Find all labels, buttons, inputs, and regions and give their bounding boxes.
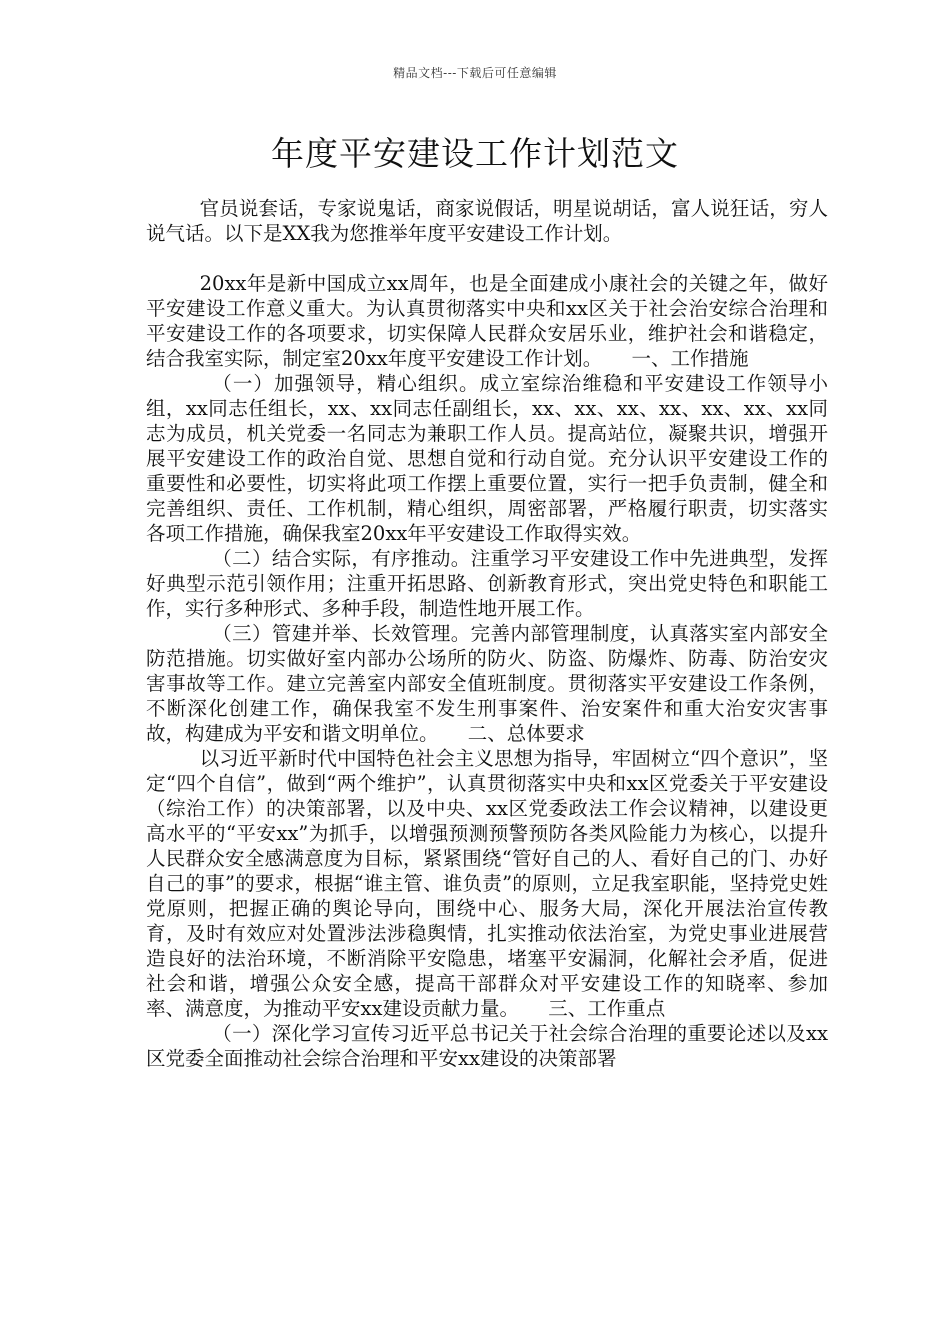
focus-1-paragraph: （一）深化学习宣传习近平总书记关于社会综合治理的重要论述以及xx区党委全面推动社会综合治理和平安xx建设的决策部署 [146,1022,828,1070]
paragraph-gap [146,246,828,271]
requirements-paragraph: 以习近平新时代中国特色社会主义思想为指导，牢固树立“四个意识”，坚定“四个自信”，做到“两个维护”，认真贯彻落实中央和xx区党委关于平安建设（综治工作）的决策部署，以及中央、xx区党委政法工作会议精神，以建设更高水平的“平安xx”为抓手，以增强预测预警预防各类风险能力为核心，以提升人民群众安全感满意度为目标，紧紧围绕“管好自己的人、看好自己的门、办好自己的事”的要求，根据“谁主管、谁负责”的原则，立足我室职能，坚持党史姓党原则，把握正确的舆论导向，围绕中心、服务大局，深化开展法治宣传教育，及时有效应对处置涉法涉稳舆情，扎实推动依法治室，为党史事业进展营造良好的法治环境，不断消除平安隐患，堵塞平安漏洞，化解社会矛盾，促进社会和谐，增强公众安全感，提高干部群众对平安建设工作的知晓率、参加率、满意度，为推动平安xx建设贡献力量。 三、工作重点 [146,747,828,1020]
document-body [146,196,828,1071]
measure-1-paragraph: （一）加强领导，精心组织。成立室综治维稳和平安建设工作领导小组，xx同志任组长，xx、xx同志任副组长，xx、xx、xx、xx、xx、xx、xx同志为成员，机关党委一名同志为兼职工作人员。提高站位，凝聚共识，增强开展平安建设工作的政治自觉、思想自觉和行动自觉。充分认识平安建设工作的重要性和必要性，切实将此项工作摆上重要位置，实行一把手负责制，健全和完善组织、责任、工作机制，精心组织，周密部署，严格履行职责，切实落实各项工作措施，确保我室20xx年平安建设工作取得实效。 [146,372,828,545]
header-note: 精品文档---下载后可任意编辑 [393,66,557,80]
measure-3-paragraph: （三）管建并举、长效管理。完善内部管理制度，认真落实室内部安全防范措施。切实做好室内部办公场所的防火、防盗、防爆炸、防毒、防治安灾害事故等工作。建立完善室内部安全值班制度。贯彻落实平安建设工作条例，不断深化创建工作，确保我室不发生刑事案件、治安案件和重大治安灾害事故，构建成为平安和谐文明单位。 二、总体要求 [146,622,828,745]
background-paragraph: 20xx年是新中国成立xx周年，也是全面建成小康社会的关键之年，做好平安建设工作意义重大。为认真贯彻落实中央和xx区关于社会治安综合治理和平安建设工作的各项要求，切实保障人民群众安居乐业，维护社会和谐稳定，结合我室实际，制定室20xx年度平安建设工作计划。 一、工作措施 [146,272,828,370]
intro-paragraph: 官员说套话，专家说鬼话，商家说假话，明星说胡话，富人说狂话，穷人说气话。以下是XX我为您推举年度平安建设工作计划。 [146,197,828,245]
measure-2-paragraph: （二）结合实际，有序推动。注重学习平安建设工作中先进典型，发挥好典型示范引领作用；注重开拓思路、创新教育形式，突出党史特色和职能工作，实行多种形式、多种手段，制造性地开展工作。 [146,547,828,620]
document-title: 年度平安建设工作计划范文 [271,134,679,173]
